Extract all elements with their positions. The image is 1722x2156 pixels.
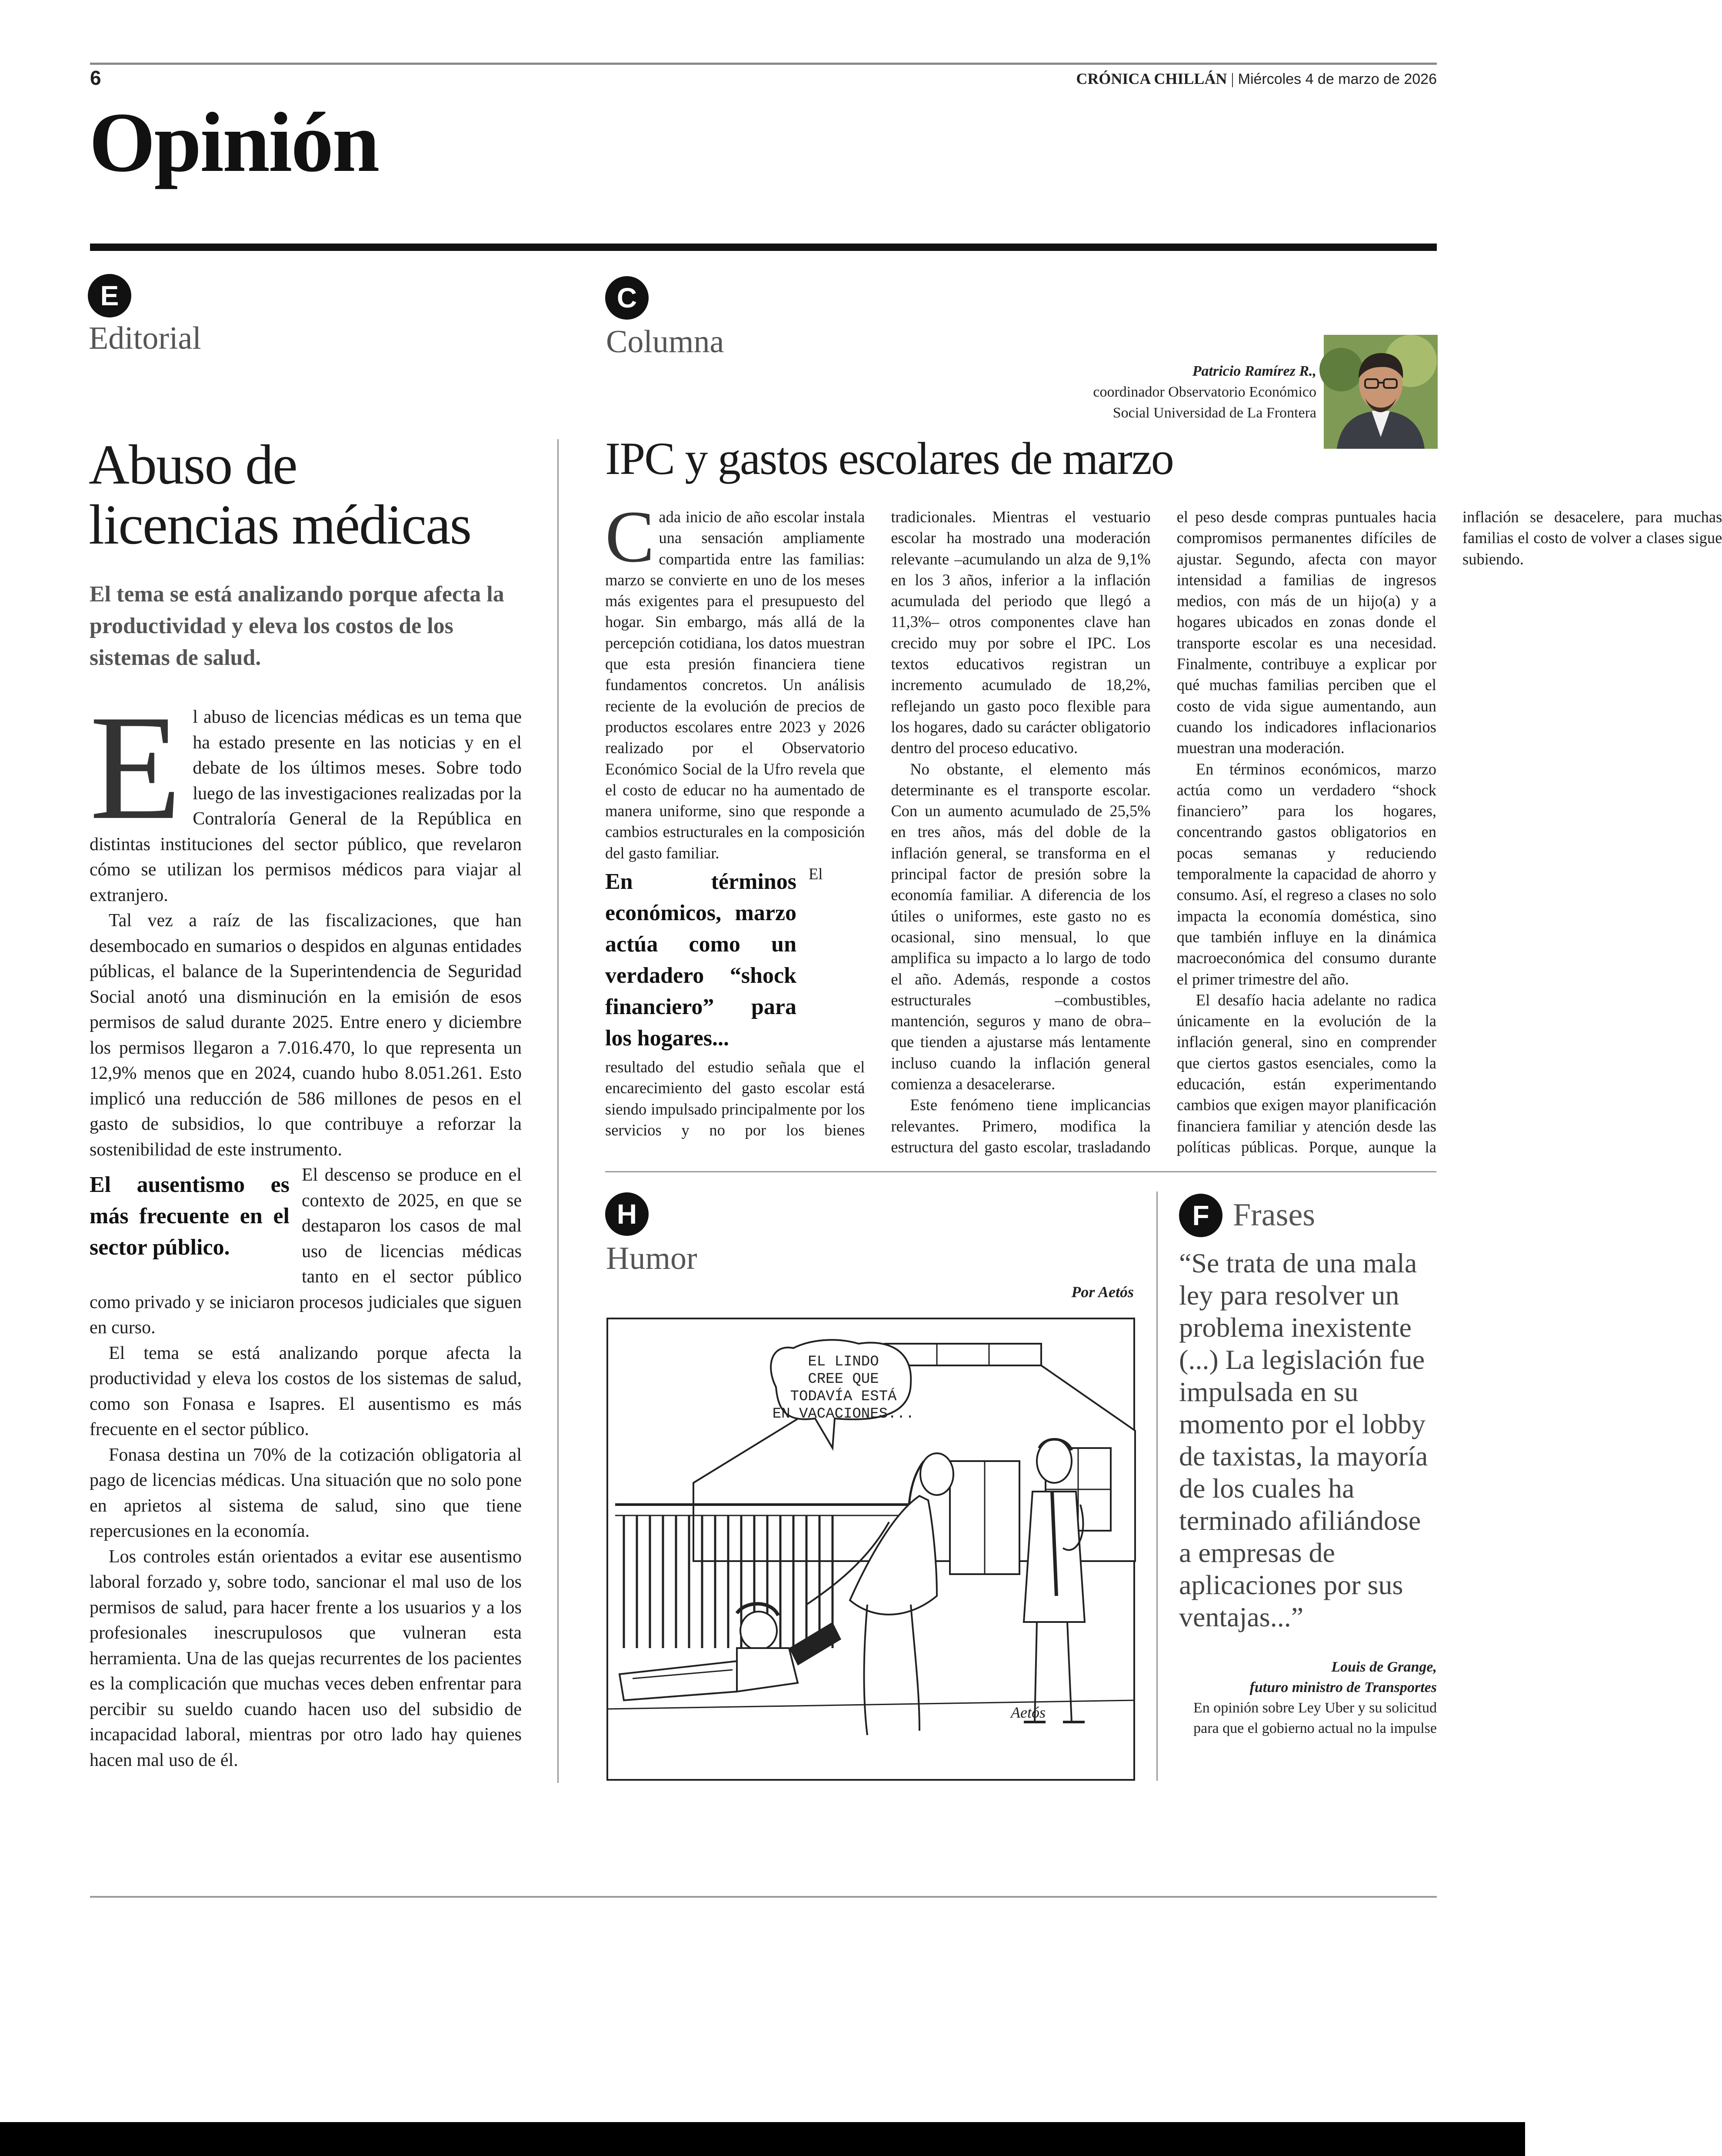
speech-line-2: CREE QUE (808, 1371, 879, 1388)
masthead-info (1076, 70, 1437, 88)
column-author-institution: Social Universidad de La Frontera (1112, 405, 1316, 421)
humor-credit: Por Aetós (1071, 1283, 1134, 1301)
editorial-dropcap: E (90, 684, 182, 851)
editorial-paragraph: El tema se está analizando porque afecta la productividad y eleva los costos de los sistemas de salud, como son Fonasa e Isapres. El ausentismo es más frecuente en el sector público. (90, 1343, 522, 1439)
editorial-pullquote: El ausentismo es más frecuente en el sector público. (90, 1172, 290, 1260)
column-title: IPC y gastos escolares de marzo (605, 433, 1173, 484)
column-author (1093, 361, 1316, 424)
column-paragraph: No obstante, el elemento más determinante es el transporte escolar. Con un aumento acumulado de 25,5% en tres años, más del doble de la inflación general, se transforma en el principal factor de presión sobre la economía familiar. A diferencia de los útiles o uniformes, este gasto no es ocasional, sino mensual, lo que amplifica su impacto a lo largo de todo el año. Además, responde a costos estructurales –combustibles, mantención, seguros y mano de obra– que tienden a ajustarse más lentamente incluso cuando la inflación general comienza a desacelerarse. (891, 760, 1151, 1093)
humor-label: Humor (606, 1241, 697, 1276)
section-title: Opinión (89, 95, 379, 190)
frases-context: En opinión sobre Ley Uber y su solicitud para que el gobierno actual no la impulse (1193, 1700, 1437, 1736)
column-author-role: coordinador Observatorio Económico (1093, 384, 1316, 400)
editorial-paragraph: Tal vez a raíz de las fiscalizaciones, que han desembocado en sumarios o despidos en algunas entidades públicas, el balance de la Superintendencia de Seguridad Social anotó una disminución en la emisión de esos permisos de salud durante 2025. Entre enero y diciembre los permisos llegaron a 7.016.470, lo que representa un 12,9% menos que en 2024, cuando hubo 8.051.261. Esto implicó una reducción de 586 millones de pesos en el gasto de subsidios, lo que contribuye a reforzar la sostenibilidad de este instrumento. (90, 911, 522, 1160)
frases-label: Frases (1233, 1197, 1316, 1233)
editorial-paragraph: Fonasa destina un 70% de la cotización obligatoria al pago de licencias médicas. Una situación que no solo pone en aprietos al sistema de salud, sino que tiene repercusiones en la economía. (90, 1445, 522, 1541)
speech-line-3: TODAVÍA ESTÁ (790, 1388, 897, 1405)
column-author-name: Patricio Ramírez R., (1192, 363, 1316, 379)
viewer-bottom-bar (0, 2122, 1525, 2156)
column-paragraph: Este fenómeno tiene implicancias relevantes. Primero, modifica la estructura del gasto escolar, trasladando el peso desde compras puntuales hacia compromisos permanentes difíciles de ajustar. Segundo, afecta con mayor intensidad a familias de ingresos medios, con más de un hijo(a) y a hogares ubicados en zonas donde el transporte escolar es una necesidad. Finalmente, contribuye a explicar por qué muchas familias perciben que el costo de vida sigue aumentando, aun cuando los indicadores inflacionarios muestran una moderación. (891, 508, 1436, 1156)
editorial-title (89, 435, 545, 555)
editorial-paragraph: El ausentismo es más frecuente en el sector público. El descenso se produce en el contexto de 2025, en que se destaparon los casos de mal uso de licencias médicas tanto en el sector público como privado y se iniciaron procesos judiciales que siguen en curso. (90, 1165, 522, 1338)
frases-badge-icon: F (1179, 1194, 1222, 1237)
masthead-separator: | (1231, 70, 1234, 87)
speech-line-1: EL LINDO (808, 1354, 879, 1370)
column-dropcap: C (605, 496, 655, 577)
cartoon-signature: Aetós (1011, 1704, 1046, 1721)
column-paragraph: En términos económicos, marzo actúa como un verdadero “shock financiero” para los hogares, concentrando gastos obligatorios en pocas semanas y reduciendo temporalmente la capacidad de ahorro y consumo. Así, el regreso a clases no solo impacta la economía doméstica, sino que también influye en la dinámica macroeconómica del consumo durante el primer trimestre del año. (1176, 760, 1436, 988)
frases-role: futuro ministro de Transportes (1249, 1679, 1437, 1695)
issue-date: Miércoles 4 de marzo de 2026 (1238, 71, 1437, 87)
column-body (605, 496, 1722, 1159)
page-bottom-rule (90, 1896, 1437, 1898)
editorial-title-line1: Abuso de (89, 434, 297, 496)
editorial-body (90, 684, 522, 1783)
humor-badge-icon: H (605, 1192, 649, 1236)
column-paragraph: El desafío hacia adelante no radica únicamente en la evolución de la inflación general, sino en comprender que ciertos gastos esenciales, como la educación, están experimentando cambios que exigen mayor planificación financiera familiar y atención desde las políticas públicas. Porque, aunque la inflación se desacelere, para muchas familias el costo de volver a clases sigue subiendo. (1176, 508, 1722, 1156)
column-paragraph: Cada inicio de año escolar instala una sensación ampliamente compartida entre las familias: marzo se convierte en uno de los meses más exigentes para el presupuesto del hogar. Sin embargo, más allá de la percepción cotidiana, los datos muestran que esta presión financiera tiene fundamentos concretos. Un análisis reciente de la evolución de precios de productos escolares entre 2023 y 2026 realizado por el Observatorio Económico Social de la Ufro revela que el costo de educar no ha aumentado de manera uniforme, sino que responde a cambios estructurales en la composición del gasto familiar. (605, 496, 865, 862)
editorial-paragraph: El abuso de licencias médicas es un tema que ha estado presente en las noticias y en el debate de los últimos meses. Sobre todo luego de las investigaciones realizadas por la Contraloría General de la República en distintas instituciones del sector público, que revelaron cómo se utilizan los permisos médicos para viajar al extranjero. (90, 684, 522, 905)
speech-line-4: EN VACACIONES... (772, 1406, 915, 1422)
editorial-badge-icon: E (88, 274, 131, 317)
editorial-title-line2: licencias médicas (89, 494, 471, 556)
editorial-paragraph: Los controles están orientados a evitar ese ausentismo laboral forzado y, sobre todo, sancionar el mal uso de los permisos de salud, para hacer frente a los usuarios y a los profesionales inescrupulosos que vulneran esta herramienta. Una de las quejas recurrentes de los pacientes es la complicación que muchas veces deben enfrentar para percibir su sueldo cuando hacen uso del subsidio de incapacidad laboral, mientras por otro lado hay quienes hacen mal uso de él. (90, 1546, 522, 1770)
humor-frases-divider (1156, 1191, 1158, 1781)
author-photo (1324, 335, 1438, 449)
column-paragraph: En términos económicos, marzo actúa como un verdadero “shock financiero” para los hogares... El resultado del estudio señala que el encarecimiento del gasto escolar está siendo impulsado principalmente por los servicios y no por los bienes tradicionales. Mientras el vestuario escolar ha mostrado una moderación relevante –acumulando un alza de 9,1% en los 3 años, inferior a la inflación acumulada del periodo que llegó a 11,3%– otros componentes clave han crecido muy por sobre el IPC. Los textos educativos registran un incremento acumulado de 18,2%, reflejando un gasto poco flexible para los hogares, dado su carácter obligatorio dentro del proceso educativo. (605, 508, 1151, 1139)
editorial-lede: El tema se está analizando porque afecta la productividad y eleva los costos de los sistemas de salud. (90, 582, 504, 670)
column-badge-icon: C (605, 276, 649, 320)
humor-cartoon (606, 1318, 1135, 1781)
column-bottom-rule (605, 1171, 1436, 1172)
editorial-label: Editorial (89, 320, 201, 356)
frases-author: Louis de Grange, (1331, 1659, 1437, 1675)
header-thick-rule (90, 244, 1437, 251)
frases-quote: “Se trata de una mala ley para resolver un problema inexistente (...) La legislación fue impulsada en su momento por el lobby de taxistas, la mayoría de los cuales ha terminado afiliándose a empresas de aplicaciones por sus ventajas...” (1179, 1248, 1428, 1632)
column-label: Columna (606, 324, 724, 360)
frases-attribution (1193, 1657, 1437, 1739)
publication-name: CRÓNICA CHILLÁN (1076, 70, 1227, 87)
page-number: 6 (90, 67, 101, 89)
column-divider (557, 439, 559, 1783)
column-pullquote: En términos económicos, marzo actúa como un verdadero “shock financiero” para los hogares... (605, 869, 796, 1051)
